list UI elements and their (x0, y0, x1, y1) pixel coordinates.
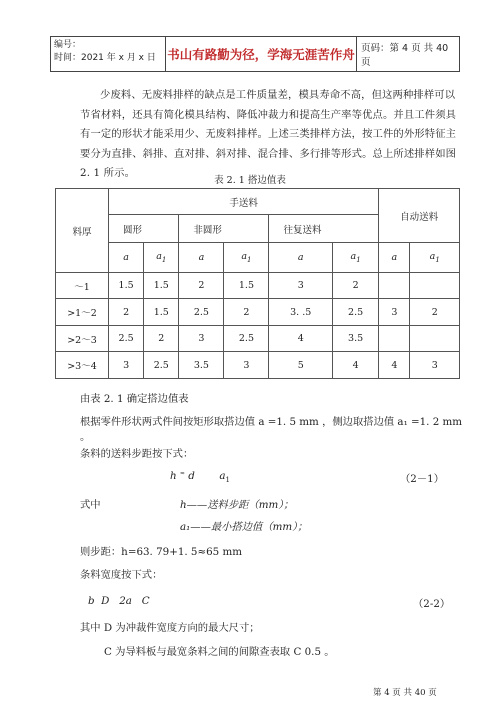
time-label: 时间：2021 年 x 月 x 日 (54, 53, 156, 63)
cell: 4 (379, 352, 410, 379)
col-a1-sub: 1 (247, 255, 252, 264)
table-note: 由表 2. 1 确定搭边值表 (80, 393, 189, 405)
cell: 1.5 (144, 299, 179, 326)
row-thickness: >1～2 (56, 299, 109, 326)
col-a1 (332, 243, 378, 273)
col-a1 (144, 243, 179, 273)
eq1-approx-icon: ≈ (179, 470, 185, 477)
reciprocal-header: 往复送料 (269, 215, 379, 243)
col-a1-text: a (241, 251, 248, 263)
cell: 2.5 (144, 352, 179, 379)
manual-feed-header: 手送料 (109, 189, 379, 215)
margin-value-line: 根据零件形状两式件间按矩形取搭边值 a =1. 5 mm ，侧边取搭边值 a₁ =1. 2 mm 。 (80, 416, 463, 443)
round-header: 圆形 (109, 215, 179, 243)
row-thickness: >3～4 (56, 352, 109, 379)
eq1-lhs: h (170, 470, 177, 482)
col-a: a (379, 243, 410, 273)
col-a1 (410, 243, 460, 273)
body-paragraph: 少废料、无废料排样的缺点是工件质量差，模具寿命不高，但这两种排样可以节省材料，还具有简化模具结构、降低冲裁力和提高生产率等优点。并且工件须具有一定的形状才能采用少、无废料排样。上述三类排样方法，按工件的外形特征主要分为直排、斜排、直对排、斜对排、混合排、多行排等形式。总上所述排样如图 2. 1 所示。 (80, 89, 457, 180)
cell: 5 (269, 352, 333, 379)
step-result: 则步距：h=63. 79+1. 5≈65 mm (80, 546, 243, 558)
cell: 4 (332, 352, 378, 379)
cell: 2.5 (109, 326, 144, 352)
equation-2-number: （2-2） (413, 598, 451, 610)
row-thickness: ～1 (56, 273, 109, 299)
cell: 2.5 (179, 299, 224, 326)
col-a1 (224, 243, 269, 273)
col-a1-sub: 1 (435, 255, 440, 264)
cell: 3 (109, 352, 144, 379)
step-intro: 条料的送料步距按下式： (80, 448, 194, 460)
cell: 2 (332, 273, 378, 299)
cell: 2 (109, 299, 144, 326)
motto: 书山有路勤为径，学海无涯苦作舟 (166, 37, 357, 71)
cell: 2 (179, 273, 224, 299)
cell: 4 (269, 326, 333, 352)
cell: 3. .5 (269, 299, 333, 326)
nonround-header: 非圆形 (179, 215, 269, 243)
col-a1-text: a (429, 251, 436, 263)
definition-C: C 为导料板与最宽条料之间的间隙查表取 C 0.5 。 (104, 646, 335, 658)
cell: 3 (379, 299, 410, 326)
cell: 3.5 (179, 352, 224, 379)
eq1-sub: 1 (225, 476, 230, 485)
table-row (56, 273, 460, 299)
equation-2: b D 2a C (88, 595, 150, 607)
cell: 1.5 (224, 273, 269, 299)
cell (410, 326, 460, 352)
auto-feed-header: 自动送料 (379, 189, 460, 243)
where-label: 式中 (80, 499, 101, 511)
header-meta (51, 37, 166, 71)
definition-D: 其中 D 为冲裁件宽度方向的最大尺寸； (80, 622, 260, 634)
cell: 2 (224, 299, 269, 326)
page-header (50, 36, 460, 72)
cell (379, 273, 410, 299)
margin-table (55, 188, 460, 379)
table-row (56, 326, 460, 352)
thickness-header: 料厚 (56, 189, 109, 273)
code-label: 编号： (54, 40, 82, 50)
row-thickness: >2～3 (56, 326, 109, 352)
definition-a1: a₁——最小搭边值（mm）； (180, 521, 308, 533)
cell: 2 (144, 326, 179, 352)
cell: 2.5 (332, 299, 378, 326)
table-row (56, 299, 460, 326)
cell (410, 273, 460, 299)
page-footer: 第 4 页 共 40 页 (373, 688, 437, 698)
cell: 1.5 (144, 273, 179, 299)
col-a: a (269, 243, 333, 273)
definition-h: h——送料步距（mm）； (180, 499, 294, 511)
col-a: a (179, 243, 224, 273)
col-a1-text: a (156, 251, 162, 263)
table-caption: 表 2. 1 搭边值表 (214, 175, 286, 186)
equation-1 (170, 470, 230, 484)
cell: 1.5 (109, 273, 144, 299)
equation-1-number: （2－1） (400, 473, 444, 485)
eq1-rhs: a (219, 470, 226, 482)
cell: 3 (179, 326, 224, 352)
cell: 3 (269, 273, 333, 299)
cell (379, 326, 410, 352)
cell: 3 (224, 352, 269, 379)
table-row (56, 352, 460, 379)
cell: 2.5 (224, 326, 269, 352)
width-intro: 条料宽度按下式： (80, 569, 163, 581)
col-a1-sub: 1 (356, 255, 361, 264)
col-a1-sub: 1 (161, 255, 167, 264)
page-info: 页码：第 4 页 共 40 页 (361, 43, 449, 68)
cell: 3.5 (332, 326, 378, 352)
col-a: a (109, 243, 144, 273)
col-a1-text: a (350, 251, 357, 263)
eq1-body: d (188, 470, 195, 482)
cell: 2 (410, 299, 460, 326)
cell: 3 (410, 352, 460, 379)
